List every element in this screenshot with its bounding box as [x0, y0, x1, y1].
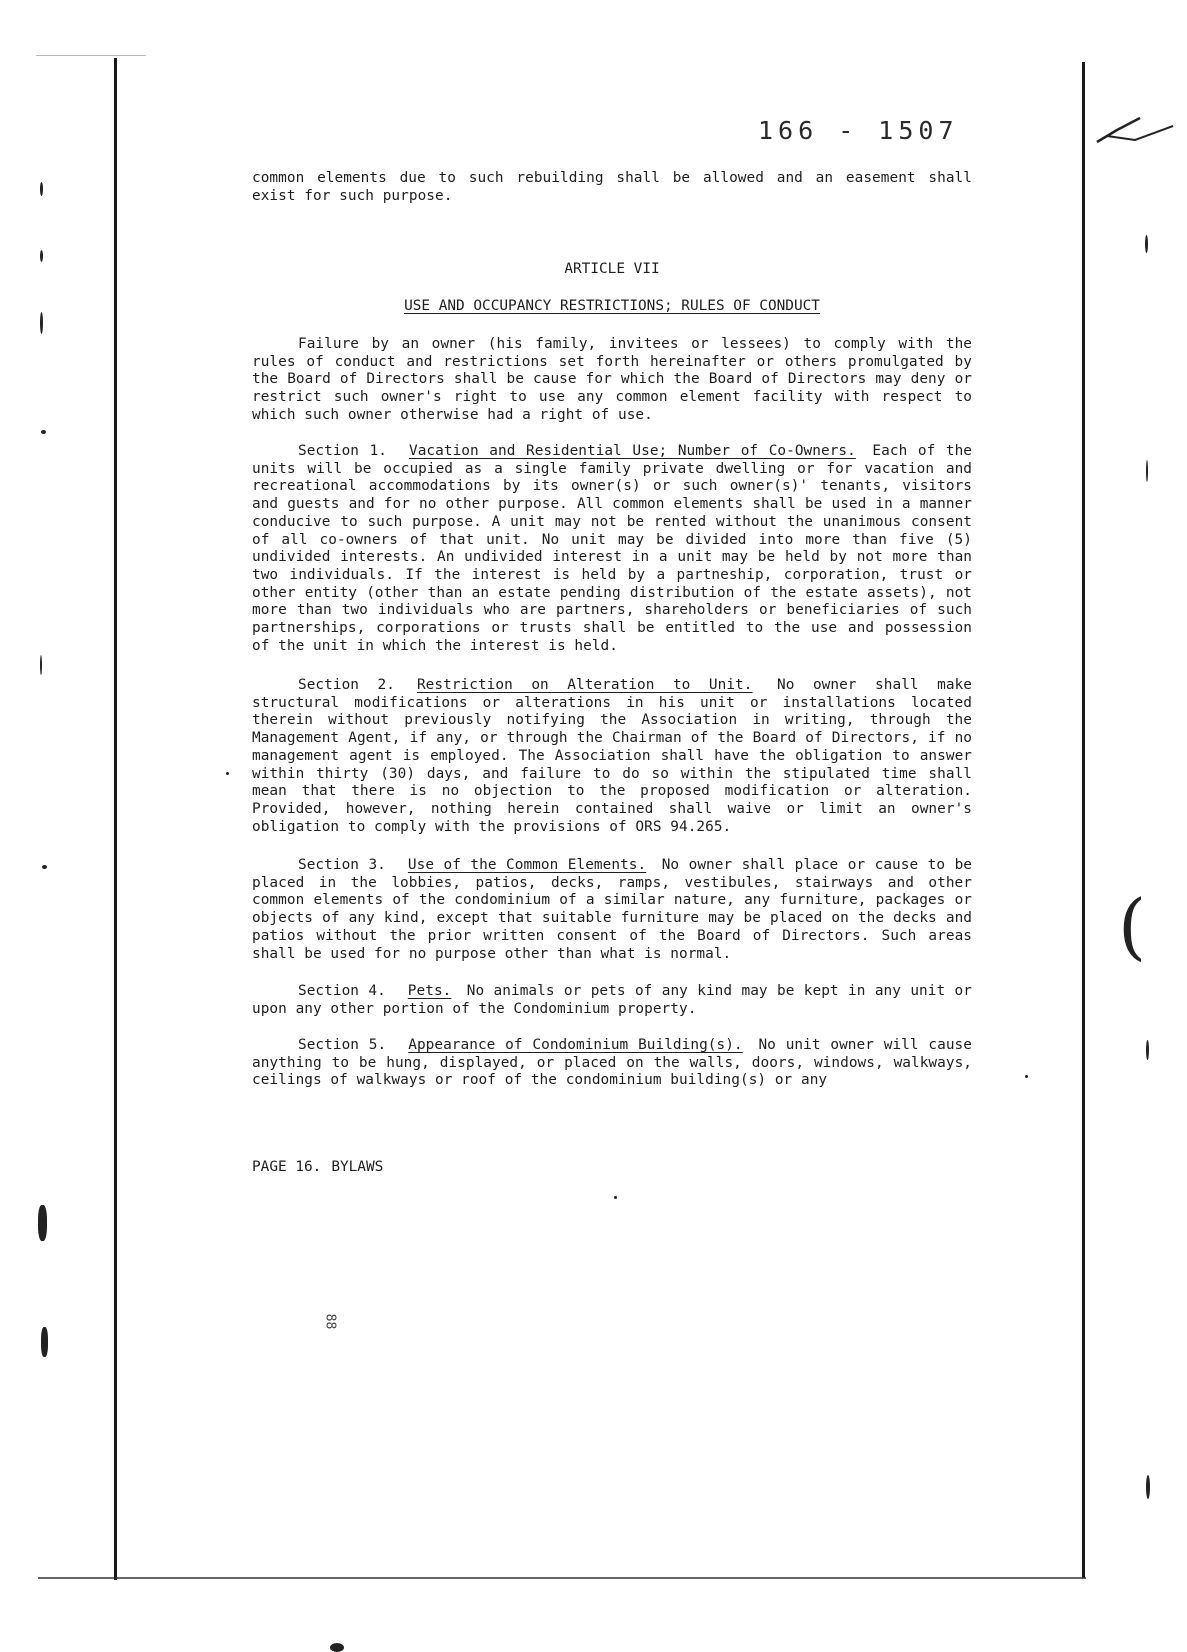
section-3 [252, 857, 972, 963]
scan-speck [330, 1643, 344, 1652]
section-5 [252, 1037, 972, 1090]
section-body: No unit owner will cause anything to be hung, displayed, or placed on the walls, doors, windows, walkways, ceilings of walkways or roof of the condominium building(s) or any [252, 1037, 972, 1089]
section-label: Section 5. [298, 1037, 387, 1053]
scan-speck [40, 250, 43, 262]
scan-speck [40, 655, 42, 675]
scan-speck [40, 312, 43, 334]
scan-border-left [114, 58, 117, 1580]
scan-edge-top [36, 55, 146, 56]
article-heading: ARTICLE VII [564, 261, 660, 277]
scan-speck [1146, 460, 1148, 482]
section-body: No owner shall place or cause to be placed in the lobbies, patios, decks, ramps, vestibules, stairways and other common elements of the condominium of a similar nature, any furniture, packages or objects of any kind, except that suitable furniture may be placed on the decks and patios without the prior written consent of the Board of Directors. Such areas shall be used for no purpose other than what is normal. [252, 857, 972, 962]
section-title: Use of the Common Elements. [407, 857, 647, 873]
section-body: Each of the units will be occupied as a single family private dwelling or for vacation and recreational accommodations by its owner(s) or such owner(s)' tenants, visitors and guests and for no other purpose. All common elements shall be used in a manner conducive to such purpose. A unit may not be rented without the unanimous consent of all co-owners of that unit. No unit may be divided into more than five (5) undivided interests. An undivided interest in a unit may be held by not more than two individuals. If the interest is held by a partneship, corporation, trust or other entity (other than an estate pending distribution of the estate assets), not more than two individuals who are partners, shareholders or beneficiaries of such partnerships, corporations or trusts shall be entitled to the use and possession of the unit in which the interest is held. [252, 443, 972, 654]
footer-doc-label: BYLAWS [331, 1159, 384, 1175]
section-title: Vacation and Residential Use; Number of Co-Owners. [409, 443, 856, 459]
scan-speck [41, 1327, 48, 1357]
bracket-mark-icon: ( [1118, 884, 1147, 968]
scan-speck [1146, 1040, 1149, 1060]
section-label: Section 2. [298, 677, 395, 693]
article-title-text: USE AND OCCUPANCY RESTRICTIONS; RULES OF CONDUCT [404, 298, 820, 314]
scan-speck [1025, 1075, 1028, 1078]
margin-mark: 88 [322, 1313, 338, 1330]
section-1 [252, 443, 972, 655]
scan-speck [1145, 235, 1148, 253]
scan-speck [40, 182, 43, 196]
footer-page-label: PAGE 16. [252, 1159, 322, 1175]
intro-text: common elements due to such rebuilding shall be allowed and an easement shall exist for such purpose. [252, 170, 972, 204]
article-preamble [252, 336, 972, 425]
preamble-text: Failure by an owner (his family, invitees or lessees) to comply with the rules of conduct and restrictions set forth hereinafter or others promulgated by the Board of Directors shall be cause for which the Board of Directors may deny or restrict such owner's right to use any common element facility with respect to which such owner otherwise had a right of use. [252, 336, 972, 423]
article-title [252, 298, 972, 314]
section-title: Restriction on Alteration to Unit. [416, 677, 753, 693]
check-mark-icon [1095, 112, 1175, 152]
section-label: Section 4. [298, 983, 386, 999]
scan-speck [226, 772, 229, 775]
scan-edge-bottom [38, 1577, 1086, 1579]
section-body: No animals or pets of any kind may be kept in any unit or upon any other portion of the Condominium property. [252, 983, 972, 1017]
intro-paragraph [252, 170, 972, 205]
page-number: 166 - 1507 [758, 116, 959, 145]
scan-speck [42, 865, 47, 869]
section-title: Pets. [407, 983, 452, 999]
scan-border-right [1082, 62, 1085, 1578]
section-body: No owner shall make structural modifications or alterations in his unit or installations located therein without previously notifying the Association in writing, through the Management Agent, if any, or through the Chairman of the Board of Directors, if no management agent is employed. The Association shall have the obligation to answer within thirty (30) days, and failure to do so within the stipulated time shall mean that there is no objection to the proposed modification or alteration. Provided, however, nothing herein contained shall waive or limit an owner's obligation to comply with the provisions of ORS 94.265. [252, 677, 972, 835]
scan-speck [38, 1205, 47, 1241]
section-label: Section 3. [298, 857, 386, 873]
section-4 [252, 983, 972, 1018]
page-footer [252, 1159, 383, 1175]
scan-speck [614, 1196, 617, 1199]
section-2 [252, 677, 972, 836]
scan-speck [1146, 1475, 1150, 1499]
section-title: Appearance of Condominium Building(s). [408, 1037, 743, 1053]
section-label: Section 1. [298, 443, 387, 459]
scan-speck [41, 430, 46, 434]
